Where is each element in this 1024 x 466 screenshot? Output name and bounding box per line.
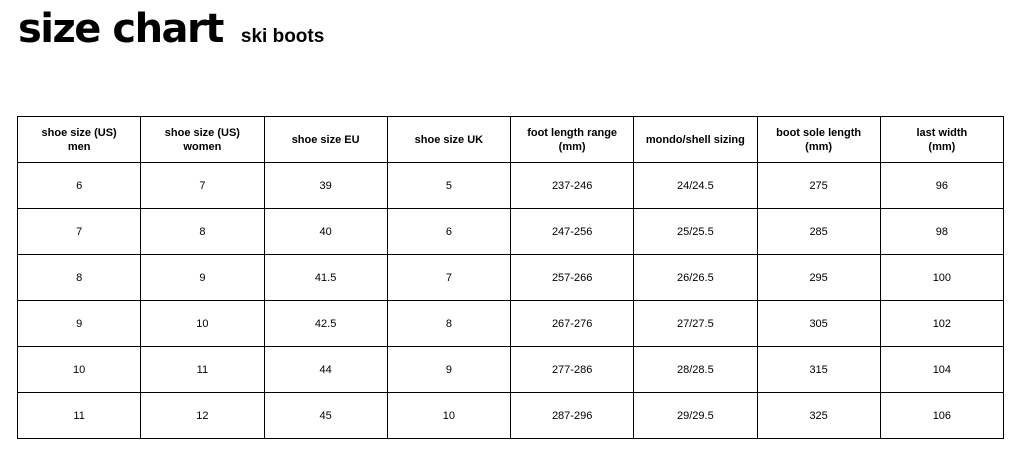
table-row <box>18 301 1004 347</box>
table-header <box>18 117 1004 163</box>
table-cell: 7 <box>141 163 264 209</box>
table-cell: 104 <box>880 347 1003 393</box>
table-row <box>18 347 1004 393</box>
column-header-line: men <box>67 140 91 153</box>
table-cell: 26/26.5 <box>634 255 757 301</box>
page-header <box>18 4 324 54</box>
column-header-line: boot sole length <box>776 126 862 139</box>
column-header-us-men <box>18 117 141 163</box>
column-header-line: mondo/shell sizing <box>645 133 745 146</box>
table-cell: 267-276 <box>511 301 634 347</box>
column-header-line: (mm) <box>805 140 833 153</box>
table-cell: 10 <box>141 301 264 347</box>
table-cell: 27/27.5 <box>634 301 757 347</box>
table-cell: 11 <box>18 393 141 439</box>
column-header-line: last width <box>916 126 968 139</box>
column-header-line: shoe size EU <box>291 133 360 146</box>
size-chart-table <box>17 116 1004 439</box>
table-header-row <box>18 117 1004 163</box>
table-cell: 247-256 <box>511 209 634 255</box>
column-header-line: women <box>183 140 222 153</box>
column-header-us-women <box>141 117 264 163</box>
column-header-sole-length <box>757 117 880 163</box>
table-cell: 40 <box>264 209 387 255</box>
table-cell: 285 <box>757 209 880 255</box>
table-row <box>18 255 1004 301</box>
column-header-line: (mm) <box>928 140 956 153</box>
table-cell: 28/28.5 <box>634 347 757 393</box>
table-cell: 11 <box>141 347 264 393</box>
table-cell: 24/24.5 <box>634 163 757 209</box>
table-cell: 5 <box>387 163 510 209</box>
table-cell: 9 <box>387 347 510 393</box>
table-cell: 8 <box>141 209 264 255</box>
table-cell: 12 <box>141 393 264 439</box>
table-body <box>18 163 1004 439</box>
table-cell: 10 <box>18 347 141 393</box>
column-header-line: shoe size (US) <box>41 126 117 139</box>
column-header-line: (mm) <box>558 140 586 153</box>
table-cell: 9 <box>18 301 141 347</box>
page-title: size chart <box>18 6 223 52</box>
table-cell: 6 <box>18 163 141 209</box>
table-cell: 45 <box>264 393 387 439</box>
table-cell: 8 <box>387 301 510 347</box>
table-cell: 7 <box>387 255 510 301</box>
column-header-uk <box>387 117 510 163</box>
table-cell: 315 <box>757 347 880 393</box>
column-header-line: shoe size UK <box>414 133 484 146</box>
table-cell: 305 <box>757 301 880 347</box>
table-cell: 29/29.5 <box>634 393 757 439</box>
table-row <box>18 163 1004 209</box>
table-cell: 7 <box>18 209 141 255</box>
table-cell: 9 <box>141 255 264 301</box>
table-cell: 39 <box>264 163 387 209</box>
table-cell: 102 <box>880 301 1003 347</box>
table-cell: 6 <box>387 209 510 255</box>
table-cell: 100 <box>880 255 1003 301</box>
column-header-last-width <box>880 117 1003 163</box>
table-cell: 41.5 <box>264 255 387 301</box>
table-cell: 275 <box>757 163 880 209</box>
table-cell: 287-296 <box>511 393 634 439</box>
column-header-line: shoe size (US) <box>164 126 240 139</box>
table-cell: 42.5 <box>264 301 387 347</box>
page-subtitle: ski boots <box>240 26 325 47</box>
table-cell: 98 <box>880 209 1003 255</box>
table-row <box>18 393 1004 439</box>
column-header-mondo <box>634 117 757 163</box>
table-cell: 325 <box>757 393 880 439</box>
table-cell: 257-266 <box>511 255 634 301</box>
table-cell: 106 <box>880 393 1003 439</box>
table-cell: 10 <box>387 393 510 439</box>
column-header-eu <box>264 117 387 163</box>
table-cell: 277-286 <box>511 347 634 393</box>
table-cell: 96 <box>880 163 1003 209</box>
table-cell: 44 <box>264 347 387 393</box>
column-header-foot-length <box>511 117 634 163</box>
table-cell: 237-246 <box>511 163 634 209</box>
table-cell: 295 <box>757 255 880 301</box>
table-cell: 25/25.5 <box>634 209 757 255</box>
column-header-line: foot length range <box>527 126 618 139</box>
table-row <box>18 209 1004 255</box>
table-cell: 8 <box>18 255 141 301</box>
